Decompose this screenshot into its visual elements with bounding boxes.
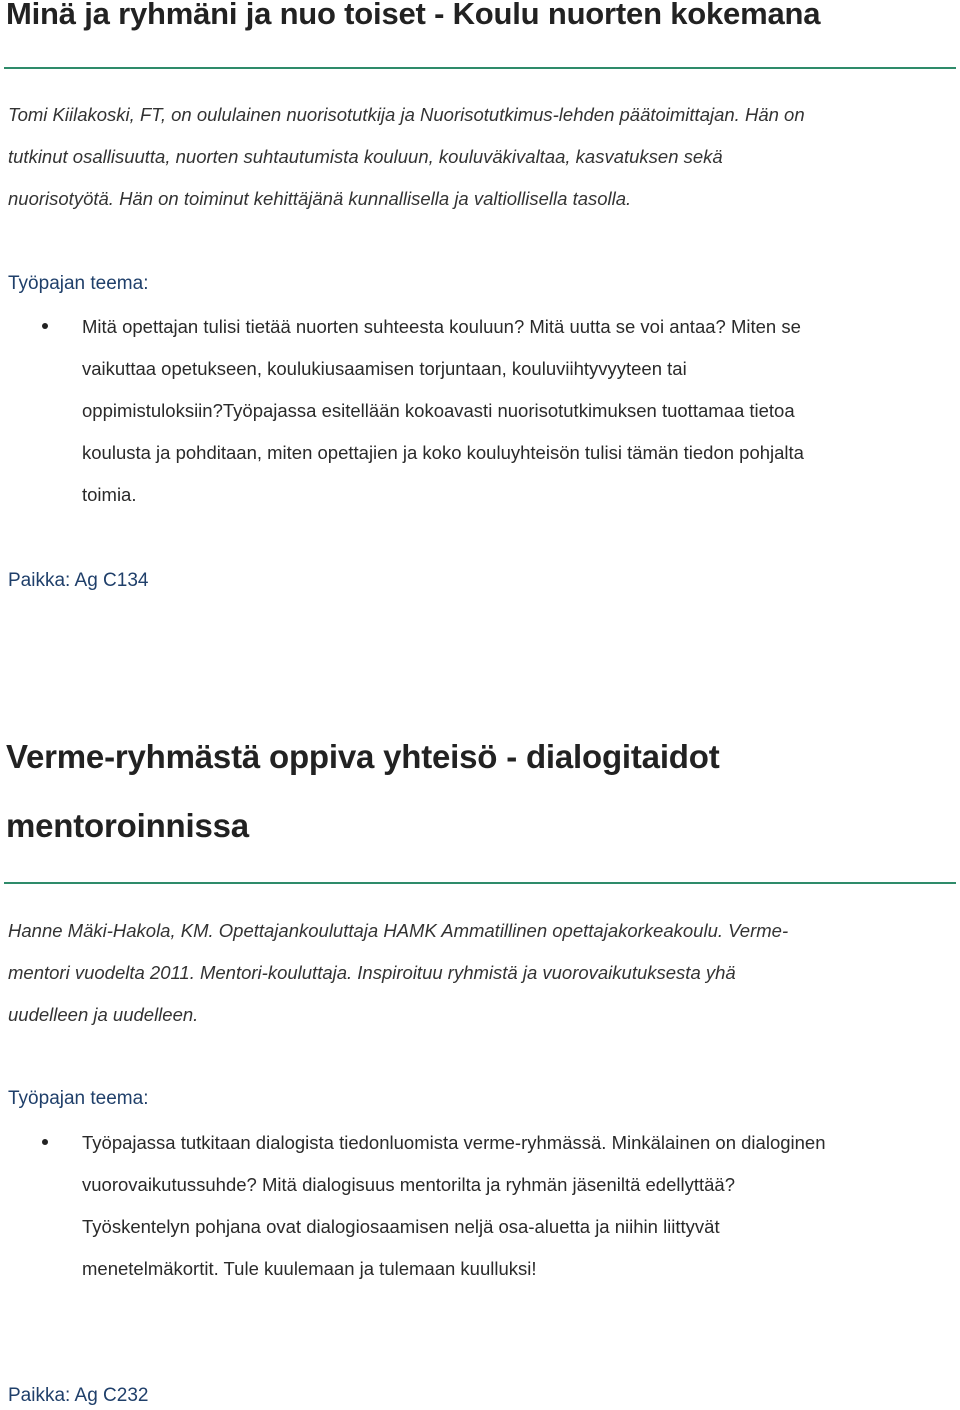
theme-line: oppimistuloksiin?Työpajassa esitellään kokoavasti nuorisotutkimuksen tuottamaa tietoa bbox=[82, 400, 795, 421]
section-2-title-line: mentoroinnissa bbox=[6, 807, 249, 844]
theme-line: toimia. bbox=[82, 484, 137, 505]
theme-line: Työskentelyn pohjana ovat dialogiosaamisen neljä osa-aluetta ja niihin liittyvät bbox=[82, 1216, 720, 1237]
bullet-icon bbox=[42, 323, 48, 329]
theme-line: Työpajassa tutkitaan dialogista tiedonluomista verme-ryhmässä. Minkälainen on dialoginen bbox=[82, 1132, 826, 1153]
section-2-divider bbox=[4, 882, 956, 884]
theme-line: koulusta ja pohditaan, miten opettajien ja koko kouluyhteisön tulisi tämän tiedon pohjalta bbox=[82, 442, 804, 463]
section-1-place: Paikka: Ag C134 bbox=[8, 570, 149, 591]
bio-line: uudelleen ja uudelleen. bbox=[8, 1004, 199, 1025]
section-1-theme-label: Työpajan teema: bbox=[8, 273, 149, 294]
section-2-place: Paikka: Ag C232 bbox=[8, 1385, 149, 1406]
bio-line: Tomi Kiilakoski, FT, on oululainen nuorisotutkija ja Nuorisotutkimus-lehden päätoimittajan. Hän on bbox=[8, 104, 805, 125]
theme-line: vuorovaikutussuhde? Mitä dialogisuus mentorilta ja ryhmän jäseniltä edellyttää? bbox=[82, 1174, 736, 1195]
section-1-divider bbox=[4, 67, 956, 69]
theme-line: vaikuttaa opetukseen, koulukiusaamisen torjuntaan, kouluviihtyvyyteen tai bbox=[82, 358, 687, 379]
bio-line: Hanne Mäki-Hakola, KM. Opettajankouluttaja HAMK Ammatillinen opettajakorkeakoulu. Verme- bbox=[8, 920, 789, 941]
bio-line: mentori vuodelta 2011. Mentori-kouluttaja. Inspiroituu ryhmistä ja vuorovaikutuksesta yhä bbox=[8, 962, 736, 983]
section-2-theme-label: Työpajan teema: bbox=[8, 1088, 149, 1109]
bio-line: nuorisotyötä. Hän on toiminut kehittäjänä kunnallisella ja valtiollisella tasolla. bbox=[8, 188, 632, 209]
section-1-title: Minä ja ryhmäni ja nuo toiset - Koulu nuorten kokemana bbox=[6, 0, 821, 31]
theme-line: menetelmäkortit. Tule kuulemaan ja tulemaan kuulluksi! bbox=[82, 1258, 537, 1279]
bio-line: tutkinut osallisuutta, nuorten suhtautumista kouluun, kouluväkivaltaa, kasvatuksen sekä bbox=[8, 146, 723, 167]
bullet-icon bbox=[42, 1139, 48, 1145]
section-2-title-line: Verme-ryhmästä oppiva yhteisö - dialogitaidot bbox=[6, 738, 720, 775]
theme-line: Mitä opettajan tulisi tietää nuorten suhteesta kouluun? Mitä uutta se voi antaa? Miten se bbox=[82, 316, 801, 337]
